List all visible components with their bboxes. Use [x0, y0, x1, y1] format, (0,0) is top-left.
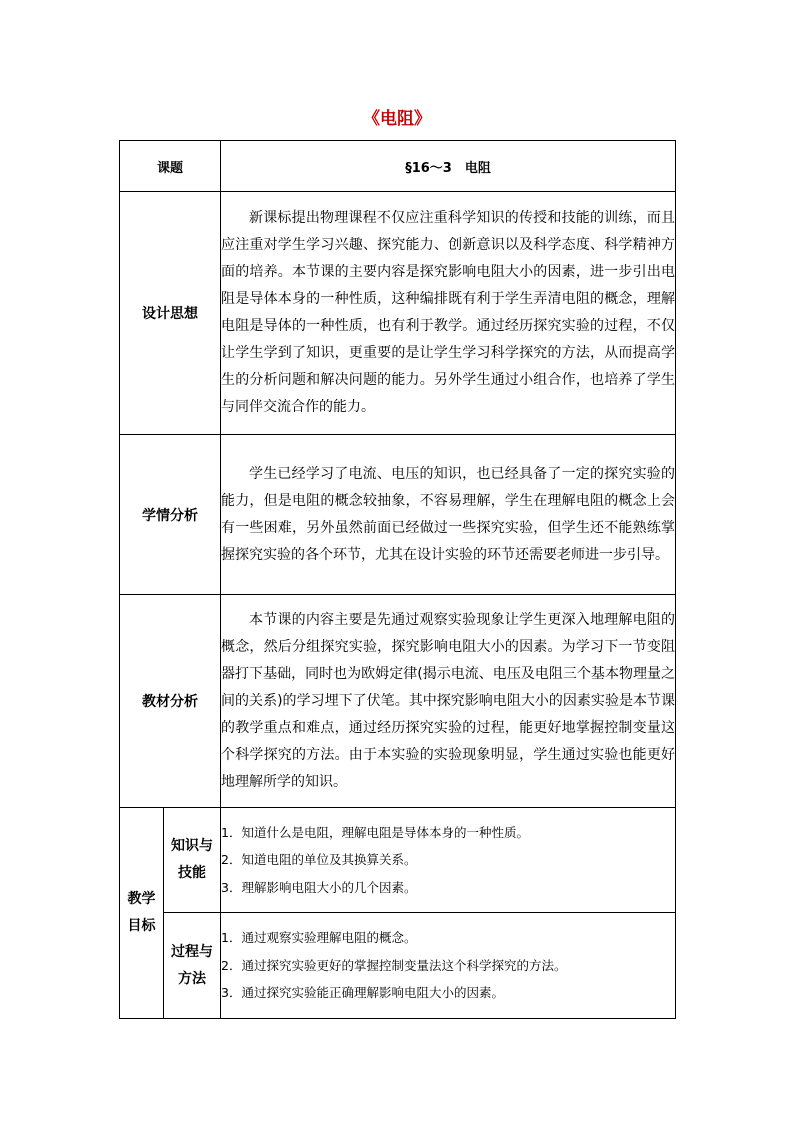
header-row: [120, 141, 676, 192]
knowledge-skills-label-line2: 技能: [178, 865, 206, 881]
design-idea-text: 新课标提出物理课程不仅应注重科学知识的传授和技能的训练，而且应注重对学生学习兴趣、探究能力、创新意识以及科学态度、科学精神方面的培养。本节课的主要内容是探究影响电阻大小的因素，进一步引出电阻是导体本身的一种性质，这种编排既有利于学生弄清电阻的概念，理解电阻是导体的一种性质，也有利于教学。通过经历探究实验的过程，不仅让学生学到了知识，更重要的是让学生学习科学探究的方法，从而提高学生的分析问题和解决问题的能力。另外学生通过小组合作，也培养了学生与同伴交流合作的能力。: [221, 192, 676, 435]
goal-item: 3．通过探究实验能正确理解影响电阻大小的因素。: [221, 985, 504, 1001]
objective-row-process: [120, 913, 676, 1019]
knowledge-skills-label-line1: 知识与: [171, 838, 213, 854]
knowledge-skills-label: [164, 808, 221, 913]
process-methods-label: [164, 913, 221, 1019]
student-analysis-text: 学生已经学习了电流、电压的知识，也已经具备了一定的探究实验的能力，但是电阻的概念较抽象，不容易理解，学生在理解电阻的概念上会有一些困难，另外虽然前面已经做过一些探究实验，但学生还不能熟练掌握探究实验的各个环节，尤其在设计实验的环节还需要老师进一步引导。: [221, 435, 676, 595]
process-methods-label-line1: 过程与: [171, 943, 213, 960]
lesson-plan-table: [119, 140, 676, 1019]
goal-item: 1．通过观察实验理解电阻的概念。: [221, 930, 417, 946]
goal-item: 2．知道电阻的单位及其换算关系。: [221, 852, 417, 868]
design-idea-label: 设计思想: [120, 192, 221, 435]
goal-item: 3．理解影响电阻大小的几个因素。: [221, 879, 417, 895]
topic-label: 课题: [120, 141, 221, 192]
goal-item: 2．通过探究实验更好的掌握控制变量法这个科学探究的方法。: [221, 957, 567, 973]
document-title: 《电阻》: [363, 109, 431, 129]
student-analysis-row: [120, 435, 676, 595]
material-analysis-text: 本节课的内容主要是先通过观察实验现象让学生更深入地理解电阻的概念，然后分组探究实验，探究影响电阻大小的因素。为学习下一节变阻器打下基础，同时也为欧姆定律(揭示电流、电压及电阻三个基本物理量之间的关系)的学习埋下了伏笔。其中探究影响电阻大小的因素实验是本节课的教学重点和难点，通过经历探究实验的过程，能更好地掌握控制变量这个科学探究的方法。由于本实验的实验现象明显，学生通过实验也能更好地理解所学的知识。: [221, 595, 676, 808]
teaching-objectives-label-line1: 教学: [127, 891, 156, 907]
process-methods-label-line2: 方法: [178, 970, 206, 987]
process-methods-goals: [221, 913, 676, 1019]
goal-item: 1．知道什么是电阻，理解电阻是导体本身的一种性质。: [221, 824, 529, 840]
objective-row-knowledge: [120, 808, 676, 913]
student-analysis-label: 学情分析: [120, 435, 221, 595]
material-analysis-row: [120, 595, 676, 808]
knowledge-skills-goals: [221, 808, 676, 913]
teaching-objectives-label: [120, 808, 164, 1019]
design-idea-row: [120, 192, 676, 435]
topic-value: §16～3 电阻: [221, 141, 676, 192]
material-analysis-label: 教材分析: [120, 595, 221, 808]
teaching-objectives-label-line2: 目标: [127, 918, 156, 934]
